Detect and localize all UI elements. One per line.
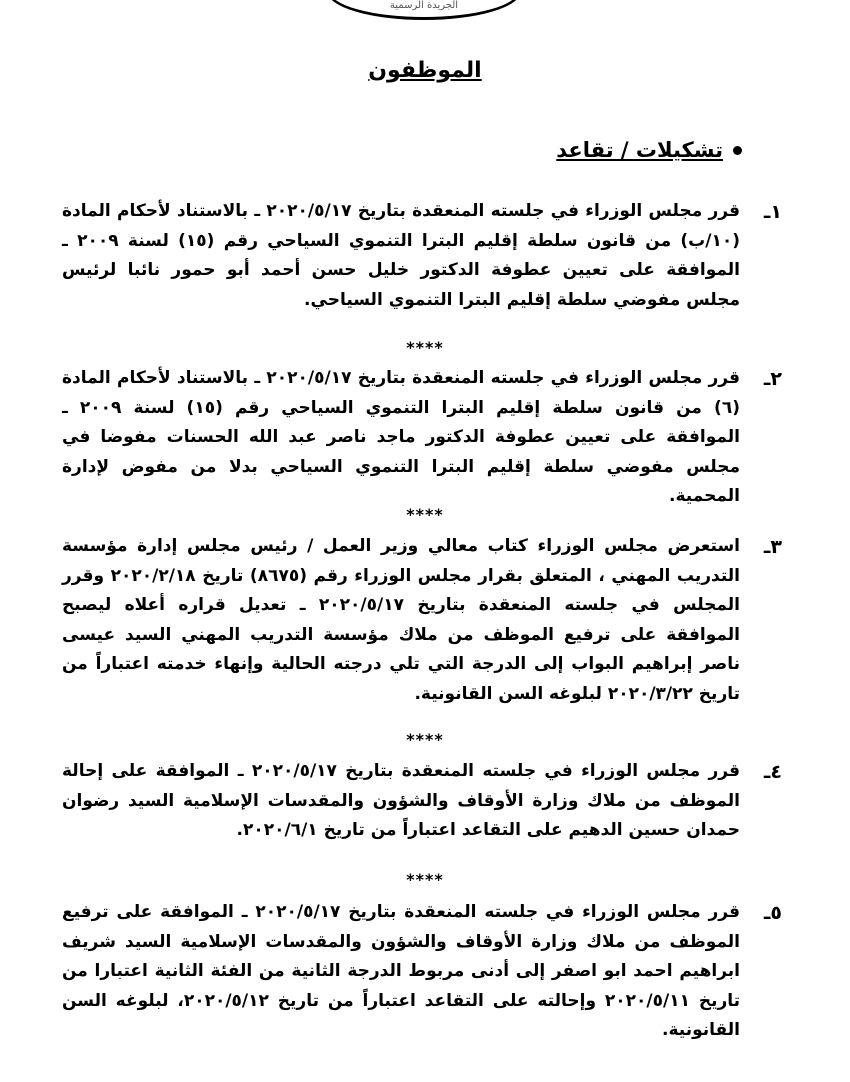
decision-item-4 [62, 757, 782, 846]
item-number: ٥ـ [763, 902, 782, 924]
item-text: قرر مجلس الوزراء في جلسته المنعقدة بتاريخ ٢٠٢٠/٥/١٧ ـ بالاستناد لأحكام المادة (٦) من قانون سلطة إقليم البترا التنموي السياحي رقم (١٥) لسنة ٢٠٠٩ ـ الموافقة على تعيين عطوفة الدكتور ماجد ناصر عبد الله الحسنات مفوضا في مجلس مفوضي سلطة إقليم البترا التنموي السياحي بدلا من مفوض لإدارة المحمية. [62, 368, 741, 506]
decision-item-2 [62, 364, 782, 512]
decision-item-1 [62, 197, 782, 315]
bullet-icon [733, 146, 742, 155]
item-text: قرر مجلس الوزراء في جلسته المنعقدة بتاريخ ٢٠٢٠/٥/١٧ ـ بالاستناد لأحكام المادة (١٠/ب) من قانون سلطة إقليم البترا التنموي السياحي رقم (١٥) لسنة ٢٠٠٩ ـ الموافقة على تعيين عطوفة الدكتور خليل حسن أحمد أبو حمور نائبا لرئيس مجلس مفوضي سلطة إقليم البترا التنموي السياحي. [62, 201, 741, 310]
item-number: ٢ـ [763, 368, 782, 390]
separator-stars: **** [406, 730, 444, 749]
separator-stars: **** [406, 505, 444, 524]
item-number: ٣ـ [763, 536, 782, 558]
decision-item-5 [62, 898, 782, 1046]
decision-item-3 [62, 532, 782, 709]
official-gazette-seal [327, 0, 521, 20]
separator-stars: **** [406, 870, 444, 889]
item-text: قرر مجلس الوزراء في جلسته المنعقدة بتاريخ ٢٠٢٠/٥/١٧ ـ الموافقة على ترفيع الموظف من ملاك وزارة الأوقاف والشؤون والمقدسات الإسلامية السيد شريف ابراهيم احمد ابو اصفر إلى أدنى مربوط الدرجة الثانية من الفئة الثانية اعتبارا من تاريخ ٢٠٢٠/٥/١١ وإحالته على التقاعد اعتباراً من تاريخ ٢٠٢٠/٥/١٢، لبلوغه السن القانونية. [62, 902, 741, 1040]
separator-stars: **** [406, 338, 444, 357]
section-title [556, 138, 742, 162]
seal-text: الجريدة الرسمية [389, 0, 459, 11]
item-number: ٤ـ [763, 761, 782, 783]
item-number: ١ـ [763, 201, 782, 223]
item-text: استعرض مجلس الوزراء كتاب معالي وزير العمل / رئيس مجلس إدارة مؤسسة التدريب المهني ، المتعلق بقرار مجلس الوزراء رقم (٨٦٧٥) تاريخ ٢٠٢٠/٢/١٨ وقرر المجلس في جلسته المنعقدة بتاريخ ٢٠٢٠/٥/١٧ ـ تعديل قراره أعلاه ليصبح الموافقة على ترفيع الموظف من ملاك مؤسسة التدريب المهني السيد عيسى ناصر إبراهيم البواب إلى الدرجة التي تلي درجته الحالية وإنهاء خدمته اعتباراً من تاريخ ٢٠٢٠/٣/٢٢ لبلوغه السن القانونية. [62, 536, 740, 704]
section-label: تشكيلات / تقاعد [556, 138, 723, 162]
page-heading: الموظفون [368, 58, 482, 83]
item-text: قرر مجلس الوزراء في جلسته المنعقدة بتاريخ ٢٠٢٠/٥/١٧ ـ الموافقة على إحالة الموظف من ملاك وزارة الأوقاف والشؤون والمقدسات الإسلامية السيد رضوان حمدان حسين الدهيم على التقاعد اعتباراً من تاريخ ٢٠٢٠/٦/١. [62, 761, 740, 840]
